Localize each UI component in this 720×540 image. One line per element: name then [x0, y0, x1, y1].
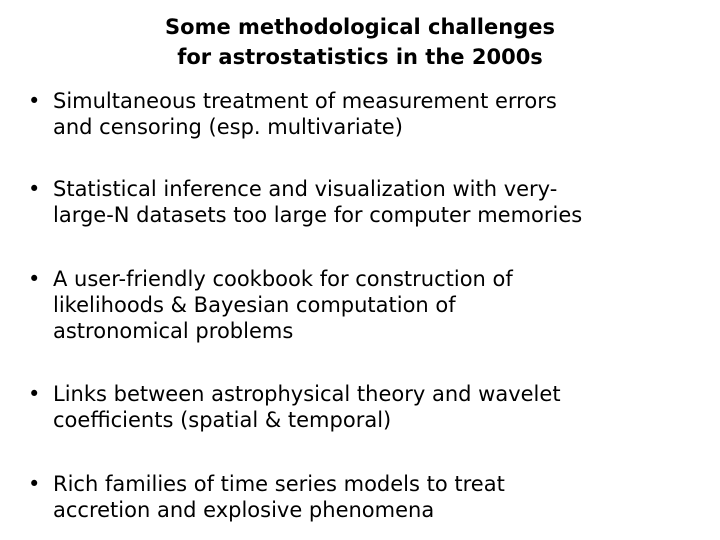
bullet-item-wavelet-coefficients [28, 381, 708, 433]
bullet-text [53, 471, 708, 523]
bullet-item-bayesian-cookbook [28, 266, 708, 344]
bullet-text-line: Statistical inference and visualization with very- [53, 177, 558, 201]
bullet-text-line: Links between astrophysical theory and wavelet [53, 382, 561, 406]
bullet-text-line: and censoring (esp. multivariate) [53, 115, 403, 139]
bullet-icon: • [28, 267, 41, 291]
bullet-text [53, 176, 708, 228]
bullet-text-line: Simultaneous treatment of measurement errors [53, 89, 557, 113]
bullet-icon: • [28, 382, 41, 406]
bullet-icon: • [28, 472, 41, 496]
bullet-text-line: coefficients (spatial & temporal) [53, 408, 392, 432]
bullet-text [53, 88, 708, 140]
bullet-item-measurement-errors [28, 88, 708, 140]
bullet-text-line: Rich families of time series models to treat [53, 472, 505, 496]
slide-title-line-2: for astrostatistics in the 2000s [177, 45, 543, 69]
bullet-item-large-n-datasets [28, 176, 708, 228]
bullet-icon: • [28, 89, 41, 113]
bullet-text [53, 381, 708, 433]
bullet-text-line: large-N datasets too large for computer memories [53, 203, 583, 227]
bullet-text-line: likelihoods & Bayesian computation of [53, 293, 456, 317]
bullet-text-line: accretion and explosive phenomena [53, 498, 435, 522]
bullet-icon: • [28, 177, 41, 201]
bullet-text-line: A user-friendly cookbook for construction of [53, 267, 513, 291]
bullet-item-time-series-models [28, 471, 708, 523]
bullet-text-line: astronomical problems [53, 319, 294, 343]
bullet-text [53, 266, 708, 344]
slide-title-line-1: Some methodological challenges [165, 15, 555, 39]
